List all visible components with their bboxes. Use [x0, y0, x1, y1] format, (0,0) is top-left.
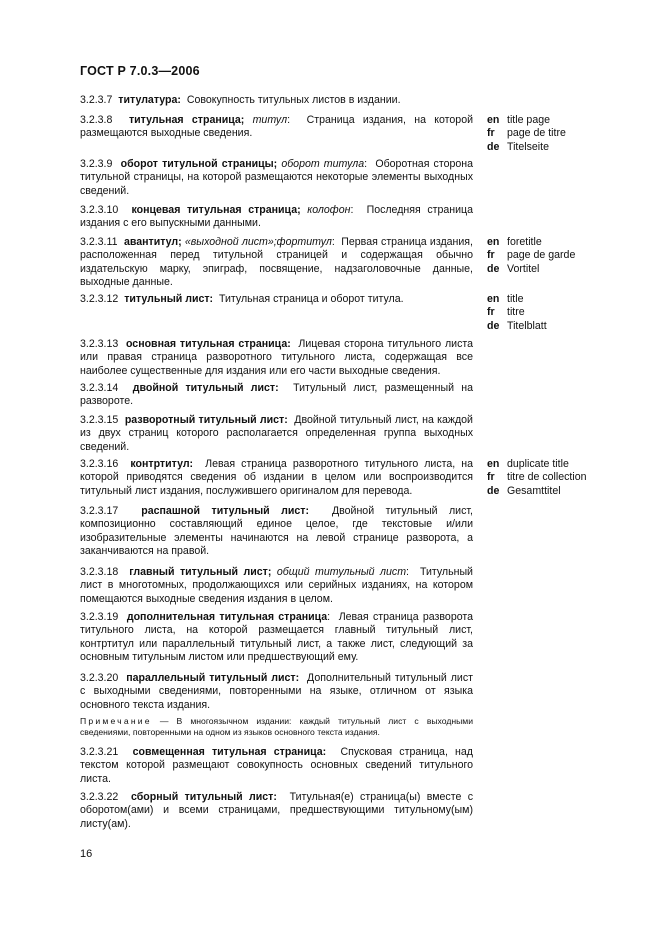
document-header: ГОСТ Р 7.0.3—2006 — [80, 64, 200, 78]
term-entry: 3.2.3.22 сборный титульный лист: Титульная(е) страница(ы) вместе с оборотом(ами) и всеми страницами, предшествующими титульному(ым) листу(ам). — [80, 791, 473, 830]
equivalent-row: en duplicate title — [487, 458, 569, 470]
note-label: Примечание — [80, 716, 152, 726]
equivalent-row: fr titre — [487, 306, 525, 319]
equivalent-row: de Vortitel — [487, 262, 540, 275]
term-entry: 3.2.3.15 разворотный титульный лист: Двойной титульный лист, на каждой из двух страниц которого располагается определенная группа выходных сведений. — [80, 414, 473, 453]
note-text: — В многоязычном издании: каждый титульный лист с выходными сведениями, повторенными на одном из языков основного текста издания. — [80, 716, 473, 737]
term-entry: 3.2.3.9 оборот титульной страницы; оборот титула: Оборотная сторона титульной страницы, на которой размещаются некоторые элементы выходных сведений. — [80, 158, 473, 197]
term-entry: 3.2.3.16 контртитул: Левая страница разворотного титульного листа, на которой приводятся сведения об издании в целом или воспроизводится титульный лист издания, послужившего оригиналом для перевода. — [80, 458, 473, 497]
equivalent-row: en title — [487, 293, 524, 305]
term-entry: 3.2.3.11 авантитул; «выходной лист»;фортитул: Первая страница издания, расположенная перед титульной страницей и содержащая обычно издательскую марку, эпиграф, посвящение, надзаголовочные данные, выходные данные. — [80, 236, 473, 288]
term-entry: 3.2.3.13 основная титульная страница: Лицевая сторона титульного листа или правая страница разворотного титульного листа, содержащая все наиболее существенные для издания или его части выходные сведения. — [80, 338, 474, 377]
equivalents-block — [487, 293, 547, 333]
equivalent-row: fr titre de collection — [487, 471, 587, 484]
equivalent-row: en title page — [487, 114, 550, 126]
term-entry: 3.2.3.20 параллельный титульный лист: Дополнительный титульный лист с выходными сведениями, повторенными на языке, отличном от языка основного текста издания. — [80, 672, 473, 711]
equivalents-block — [487, 114, 566, 154]
term-entry: 3.2.3.7 титулатура: Совокупность титульных листов в издании. — [80, 94, 401, 106]
equivalent-row: de Titelblatt — [487, 319, 547, 332]
term-entry: 3.2.3.19 дополнительная титульная страница: Левая страница разворота титульного листа, на которой размещается главный титульный лист, контртитул или параллельный титульный лист, а также лист, следующий за основным титульным листом или предшествующий ему. — [80, 611, 473, 663]
term-entry: 3.2.3.12 титульный лист: Титульная страница и оборот титула. — [80, 293, 404, 305]
term-entry: 3.2.3.10 концевая титульная страница; колофон: Последняя страница издания с его выпускными данными. — [80, 204, 473, 230]
term-entry: 3.2.3.14 двойной титульный лист: Титульный лист, размещенный на развороте. — [80, 382, 473, 408]
term-entry: 3.2.3.21 совмещенная титульная страница: Спусковая страница, над текстом которой размещают совокупность основных сведений титульного листа. — [80, 746, 473, 785]
equivalent-row: fr page de garde — [487, 249, 576, 262]
page-number: 16 — [80, 848, 93, 860]
equivalent-row: de Gesamttitel — [487, 484, 561, 497]
equivalents-block — [487, 458, 587, 498]
term-entry: 3.2.3.8 титульная страница; титул: Страница издания, на которой размещаются выходные сведения. — [80, 114, 474, 140]
equivalent-row: de Titelseite — [487, 140, 549, 153]
note — [80, 716, 473, 738]
equivalent-row: fr page de titre — [487, 127, 566, 140]
equivalents-block — [487, 236, 575, 276]
equivalent-row: en foretitle — [487, 236, 542, 248]
term-entry: 3.2.3.17 распашной титульный лист: Двойной титульный лист, композиционно составляющий единое целое, где текстовые и/или изобразительные элементы начинаются на левой странице разворота, а заканчиваются на правой. — [80, 505, 474, 557]
term-entry: 3.2.3.18 главный титульный лист; общий титульный лист: Титульный лист в многотомных, продолжающихся или серийных изданиях, на котором помещаются выходные сведения издания в целом. — [80, 566, 473, 605]
